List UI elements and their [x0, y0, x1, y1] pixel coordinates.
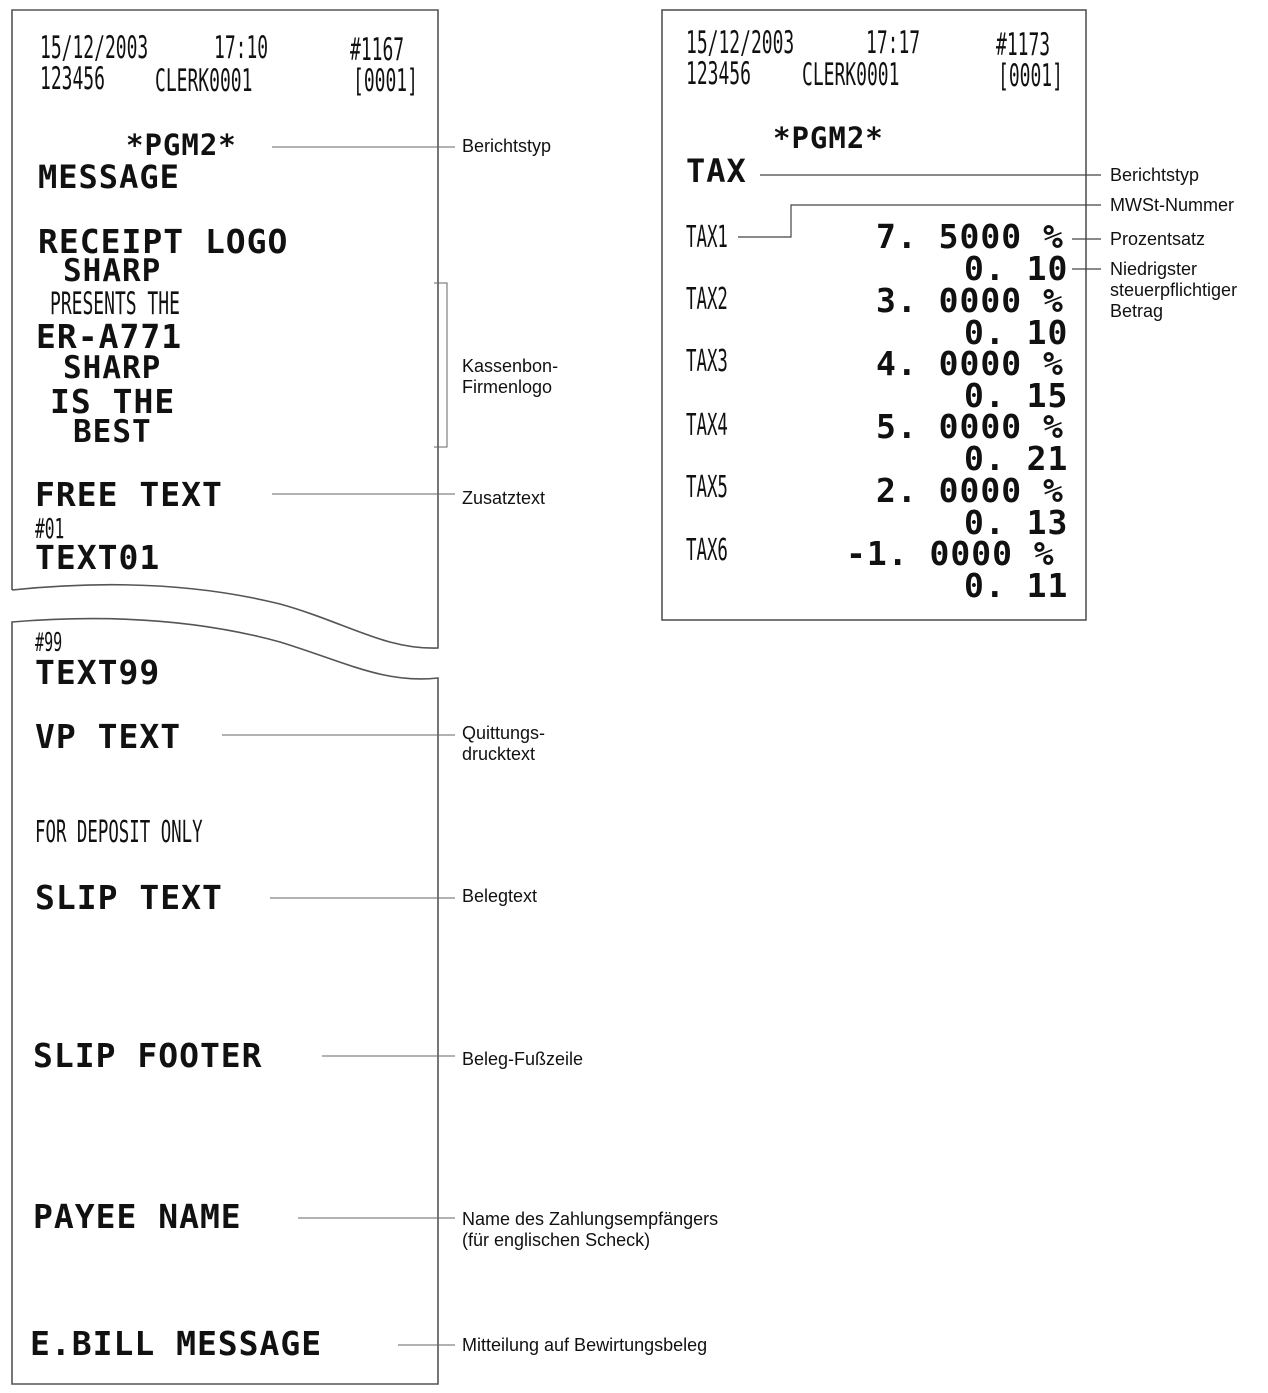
slip-text: SLIP TEXT	[35, 878, 223, 917]
logo-line-6: BEST	[73, 414, 152, 450]
callout-min-3: Betrag	[1110, 301, 1164, 321]
header-bracket: [0001]	[353, 63, 418, 99]
report-type: TAX	[686, 152, 747, 190]
logo-line-4: SHARP	[63, 350, 162, 386]
tax-name: TAX6	[686, 533, 728, 568]
tax-rate: 2. 0000 %	[876, 471, 1064, 510]
logo-title: RECEIPT LOGO	[38, 222, 289, 261]
tax-min: 0. 10	[964, 313, 1069, 352]
callout-payee-1: Name des Zahlungsempfängers	[462, 1209, 719, 1229]
tax-min: 0. 11	[964, 566, 1069, 605]
header-number: #1173	[996, 27, 1051, 63]
callout-rate: Prozentsatz	[1110, 229, 1206, 249]
logo-line-5: IS THE	[50, 382, 176, 421]
header-code: 123456	[40, 61, 105, 97]
tax-name: TAX1	[686, 220, 728, 255]
callout-logo-2: Firmenlogo	[462, 377, 553, 397]
callout-slip-text: Belegtext	[462, 886, 538, 906]
tax-min: 0. 10	[964, 249, 1069, 288]
tax-rate: 7. 5000 %	[876, 217, 1064, 256]
tax-rate: 5. 0000 %	[876, 407, 1064, 446]
callout-min-2: steuerpflichtiger	[1110, 280, 1238, 300]
callout-payee-2: (für englischen Scheck)	[462, 1230, 651, 1250]
tax-min: 0. 21	[964, 439, 1069, 478]
tax-name: TAX5	[686, 470, 728, 505]
tax-name: TAX4	[686, 408, 728, 443]
vp-text: VP TEXT	[35, 717, 182, 756]
header-clerk: CLERK0001	[155, 63, 253, 99]
callout-logo-1: Kassenbon-	[462, 356, 559, 376]
header-clerk: CLERK0001	[802, 57, 900, 93]
mode-label: *PGM2*	[773, 121, 884, 155]
callout-slip-footer: Beleg-Fußzeile	[462, 1049, 584, 1069]
mode-label: *PGM2*	[126, 128, 237, 162]
callout-report-type: Berichtstyp	[1110, 165, 1200, 185]
ebill-message: E.BILL MESSAGE	[30, 1324, 323, 1363]
free-text-no99: #99	[35, 628, 63, 658]
tax-min: 0. 13	[964, 503, 1069, 542]
slip-footer: SLIP FOOTER	[33, 1036, 263, 1075]
callout-tax-number: MWSt-Nummer	[1110, 195, 1234, 215]
logo-line-1: SHARP	[63, 253, 162, 289]
header-bracket: [0001]	[998, 58, 1063, 94]
payee-name: PAYEE NAME	[33, 1197, 242, 1236]
tax-min: 0. 15	[964, 376, 1069, 415]
tax-rate: -1. 0000 %	[846, 534, 1055, 573]
callout-free-text: Zusatztext	[462, 488, 546, 508]
header-time: 17:10	[214, 30, 269, 66]
free-text-title: FREE TEXT	[35, 475, 223, 514]
callout-ebill: Mitteilung auf Bewirtungsbeleg	[462, 1335, 708, 1355]
callout-vp-1: Quittungs-	[462, 723, 546, 743]
free-text-99: TEXT99	[35, 653, 161, 692]
header-time: 17:17	[866, 25, 921, 61]
tax-name: TAX3	[686, 344, 728, 379]
deposit-text: FOR DEPOSIT ONLY	[35, 815, 203, 850]
tax-rate: 4. 0000 %	[876, 344, 1064, 383]
tax-name: TAX2	[686, 282, 728, 317]
tax-rate: 3. 0000 %	[876, 281, 1064, 320]
logo-line-3: ER-A771	[36, 317, 183, 356]
callout-min-1: Niedrigster	[1110, 259, 1198, 279]
logo-line-2: PRESENTS THE	[50, 286, 180, 322]
free-text-1: TEXT01	[35, 538, 161, 577]
free-text-no1: #01	[35, 512, 65, 545]
header-code: 123456	[686, 56, 751, 92]
header-number: #1167	[350, 32, 405, 68]
header-date: 15/12/2003	[686, 25, 795, 61]
callout-vp-2: drucktext	[462, 744, 536, 764]
callout-report-type: Berichtstyp	[462, 136, 552, 156]
report-type: MESSAGE	[38, 158, 180, 196]
header-date: 15/12/2003	[40, 30, 149, 66]
